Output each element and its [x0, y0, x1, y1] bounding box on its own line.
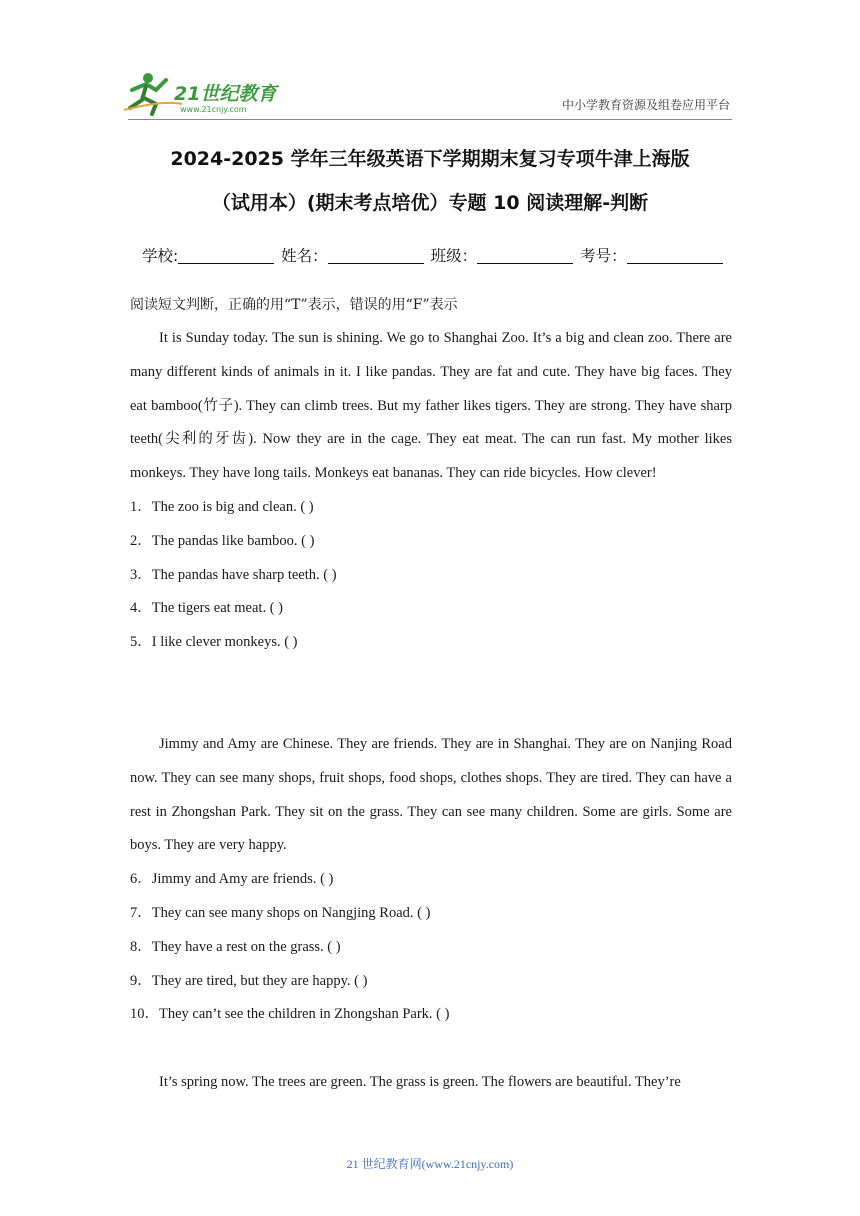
footer-source: 21 世纪教育网(www.21cnjy.com) — [346, 1157, 514, 1171]
question-item: 8．They have a rest on the grass. ( ) — [130, 938, 341, 955]
question-item: 2．The pandas like bamboo. ( ) — [130, 532, 315, 549]
logo-text: 21世纪教育 — [174, 83, 277, 105]
class-blank[interactable] — [477, 247, 573, 264]
reading-section-2 — [130, 728, 732, 1032]
class-label: 班级： — [430, 247, 478, 265]
passage-2: Jimmy and Amy are Chinese. They are friends. They are in Shanghai. They are on Nanjing Road now. They can see many shops, fruit shops, food shops, clothes shops. They are tired. They can have a rest in Zhongshan Park. They sit on the grass. They can see many children. Some are girls. Some are boys. They are very happy. — [130, 736, 732, 854]
school-label: 学校: — [142, 247, 179, 265]
platform-name: 中小学教育资源及组卷应用平台 — [561, 98, 730, 112]
number-blank[interactable] — [627, 247, 723, 264]
reading-section-3 — [130, 1066, 732, 1100]
question-item: 1．The zoo is big and clean. ( ) — [130, 498, 314, 515]
name-label: 姓名： — [281, 247, 328, 265]
page-title-line2: （试用本）(期末考点培优）专题 10 阅读理解-判断 — [211, 192, 649, 214]
brand-logo — [122, 70, 292, 116]
number-label: 考号： — [580, 247, 627, 265]
question-item: 3．The pandas have sharp teeth. ( ) — [130, 566, 337, 583]
reading-section-1 — [130, 322, 732, 660]
passage-3: It’s spring now. The trees are green. The grass is green. The flowers are beautiful. They’re — [159, 1074, 681, 1090]
student-info-row — [142, 244, 725, 266]
question-item: 4．The tigers eat meat. ( ) — [130, 600, 283, 617]
question-item: 10．They can’t see the children in Zhongshan Park. ( ) — [130, 1006, 450, 1023]
instruction: 阅读短文判断，正确的用“T”表示，错误的用“F”表示 — [130, 297, 458, 313]
passage-1: It is Sunday today. The sun is shining. We go to Shanghai Zoo. It’s a big and clean zoo. There are many different kinds of animals in it. I like pandas. They are fat and cute. They have big faces. They eat bamboo(竹子). They can climb trees. But my father likes tigers. They are strong. They have sharp teeth(尖利的牙齿). Now they are in the cage. They eat meat. The can run fast. My mother likes monkeys. They have long tails. Monkeys eat bananas. They can ride bicycles. How clever! — [130, 330, 732, 482]
logo-url: www.21cnjy.com — [180, 105, 247, 114]
question-item: 9．They are tired, but they are happy. ( ) — [130, 972, 368, 989]
name-blank[interactable] — [328, 247, 424, 264]
question-item: 5．I like clever monkeys. ( ) — [130, 634, 298, 651]
question-item: 6．Jimmy and Amy are friends. ( ) — [130, 871, 334, 888]
question-item: 7．They can see many shops on Nangjing Road. ( ) — [130, 904, 431, 921]
header-divider — [128, 119, 732, 120]
page-title-line1: 2024-2025 学年三年级英语下学期期末复习专项牛津上海版 — [170, 148, 690, 170]
school-blank[interactable] — [178, 247, 274, 264]
